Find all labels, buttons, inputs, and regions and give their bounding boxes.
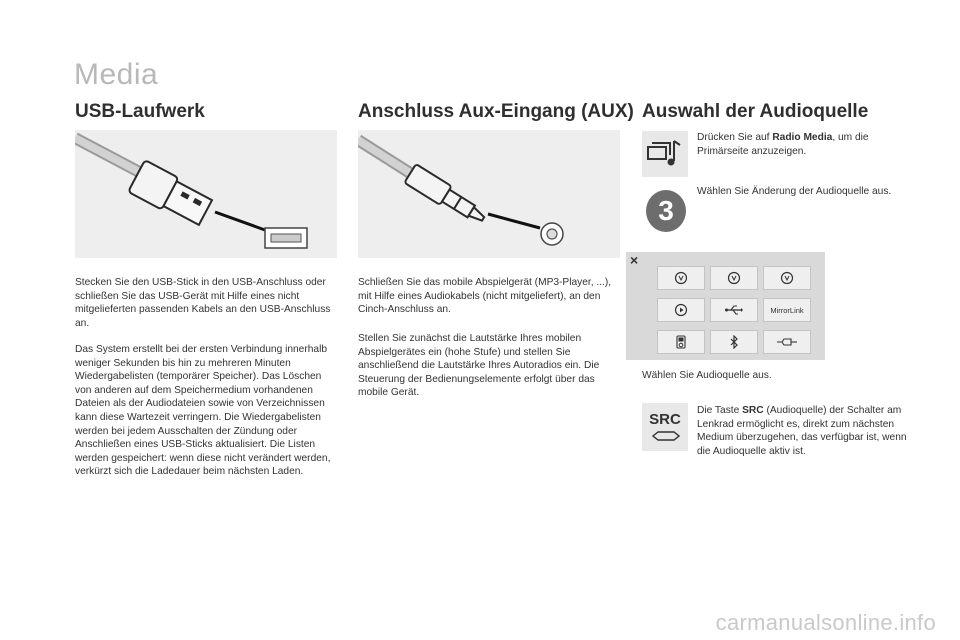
source-button-aux[interactable] bbox=[763, 330, 811, 354]
source-step-4: Die Taste SRC (Audioquelle) der Schalter am Lenkrad ermöglicht es, direkt zum nächsten Medium überzugehen, das verfügbar ist, wenn die Audioquelle aktiv ist. bbox=[697, 405, 907, 457]
page-title: Media bbox=[74, 58, 159, 91]
source-step-2: Wählen Sie Änderung der Audioquelle aus. bbox=[697, 186, 892, 197]
source-step-1: Drücken Sie auf Radio Media, um die Primärseite anzuzeigen. bbox=[697, 132, 869, 157]
source-button-radio-3[interactable] bbox=[763, 266, 811, 290]
src-steering-button-icon bbox=[642, 403, 688, 451]
aux-paragraph-1: Schließen Sie das mobile Abspielgerät (MP3-Player, ...), mit Hilfe eines Audiokabels (nicht mitgeliefert), an den Cinch-Anschluss an. bbox=[358, 277, 612, 316]
aux-illustration bbox=[358, 130, 620, 258]
step-number-badge: 3 bbox=[646, 190, 686, 232]
source-button-bluetooth[interactable] bbox=[710, 330, 758, 354]
source-step-3: Wählen Sie Audioquelle aus. bbox=[642, 370, 772, 381]
source-button-mirrorlink[interactable]: MirrorLink bbox=[763, 298, 811, 322]
close-icon[interactable]: × bbox=[630, 252, 639, 268]
aux-heading: Anschluss Aux-Eingang (AUX) bbox=[358, 101, 634, 122]
audio-source-panel bbox=[626, 252, 825, 360]
source-heading: Auswahl der Audioquelle bbox=[642, 101, 869, 122]
source-button-radio-1[interactable] bbox=[657, 266, 705, 290]
aux-paragraph-2: Stellen Sie zunächst die Lautstärke Ihres mobilen Abspielgerätes ein (hohe Stufe) und stellen Sie anschließend die Lautstärke Ihres Autoradios ein. Die Steuerung der Bedienungselemente erfolgt über das mobile Gerät. bbox=[358, 333, 600, 399]
radio-media-icon bbox=[642, 131, 688, 177]
source-button-radio-2[interactable] bbox=[710, 266, 758, 290]
src-icon-label: SRC bbox=[649, 411, 681, 428]
usb-paragraph-1: Stecken Sie den USB-Stick in den USB-Anschluss oder schließen Sie das USB-Gerät mit Hilfe eines nicht mitgelieferten passenden Kabels an den USB-Anschluss an. bbox=[75, 277, 331, 329]
source-button-ipod[interactable] bbox=[657, 330, 705, 354]
watermark: carmanualsonline.info bbox=[715, 610, 936, 635]
source-button-disc[interactable] bbox=[657, 298, 705, 322]
usb-paragraph-2: Das System erstellt bei der ersten Verbindung innerhalb weniger Sekunden bis hin zu mehreren Minuten Wiedergabelisten (temporärer Speicher). Das Löschen von anderen auf dem Speichermedium vorhandenen Dateien als der Audiodateien sowie von Verzeichnissen kann diese Wartezeit verringern. Die Wiedergabelisten werden bei jedem Ausschalten der Zündung oder Anschließen eines USB-Sticks aktualisiert. Die Listen werden gespeichert: wenn diese nicht verändert werden, verkürzt sich die Ladedauer beim nächsten Laden. bbox=[75, 344, 331, 478]
usb-illustration bbox=[75, 130, 337, 258]
usb-heading: USB-Laufwerk bbox=[75, 101, 205, 122]
source-button-usb[interactable] bbox=[710, 298, 758, 322]
